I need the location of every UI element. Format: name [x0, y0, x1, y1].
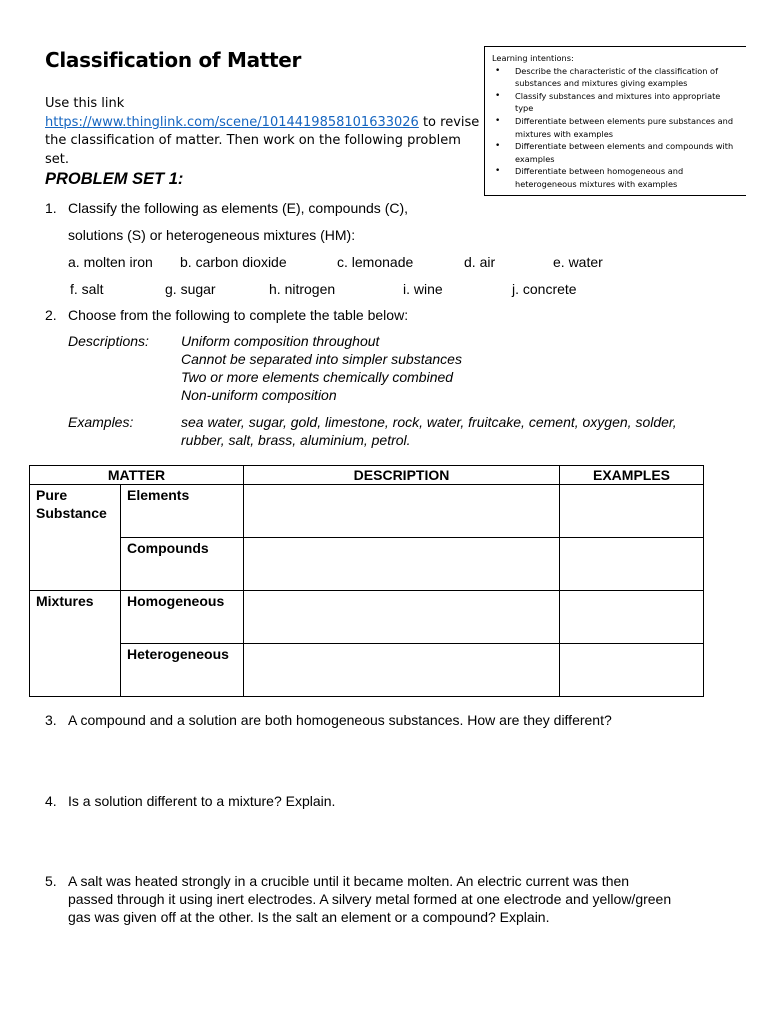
learning-intentions-list — [492, 65, 740, 191]
pure-substance-label: Pure Substance — [30, 485, 121, 591]
descriptions-label: Descriptions: — [68, 333, 149, 349]
homogeneous-examples-cell[interactable] — [560, 591, 704, 644]
compounds-label: Compounds — [121, 538, 244, 591]
heterogeneous-label: Heterogeneous — [121, 644, 244, 697]
page-title: Classification of Matter — [45, 48, 302, 72]
question-number: 3. — [45, 712, 57, 728]
table-row — [30, 538, 704, 591]
intro-line-2 — [45, 114, 485, 133]
learning-intention-item: • Differentiate between elements and compounds with examples — [492, 140, 740, 165]
q1-item: g. sugar — [165, 281, 216, 297]
intro-line-3: the classification of matter. Then work on the following problem set. — [45, 133, 461, 167]
description-item: Uniform composition throughout — [181, 333, 380, 349]
examples-line: rubber, salt, brass, aluminium, petrol. — [181, 432, 411, 448]
problem-set-title: PROBLEM SET 1: — [45, 170, 184, 188]
examples-label: Examples: — [68, 414, 134, 430]
learning-intention-item: • Classify substances and mixtures into appropriate type — [492, 90, 740, 115]
intro-line-1: Use this link — [45, 96, 125, 111]
header-description: DESCRIPTION — [244, 466, 560, 485]
question-3-text: A compound and a solution are both homogeneous substances. How are they different? — [68, 712, 612, 728]
learning-intentions-box — [484, 46, 746, 196]
q1-item: a. molten iron — [68, 254, 153, 270]
question-number: 5. — [45, 873, 57, 889]
learning-intentions-heading: Learning intentions: — [492, 53, 574, 63]
matter-table — [29, 465, 704, 697]
learning-intention-item: • Differentiate between elements pure substances and mixtures with examples — [492, 115, 740, 140]
mixtures-label: Mixtures — [30, 591, 121, 697]
thinglink-link[interactable]: https://www.thinglink.com/scene/1014419858101633026 — [45, 114, 419, 130]
q1-item: f. salt — [70, 281, 104, 297]
elements-label: Elements — [121, 485, 244, 538]
intro-text — [45, 95, 485, 169]
table-row — [30, 485, 704, 538]
compounds-examples-cell[interactable] — [560, 538, 704, 591]
question-5-line: gas was given off at the other. Is the salt an element or a compound? Explain. — [68, 909, 550, 925]
elements-description-cell[interactable] — [244, 485, 560, 538]
description-item: Non-uniform composition — [181, 387, 337, 403]
learning-intention-item: • Describe the characteristic of the classification of substances and mixtures giving examples — [492, 65, 740, 90]
question-5-line: passed through it using inert electrodes. A silvery metal formed at one electrode and yellow/green — [68, 891, 672, 907]
question-1-line-1: Classify the following as elements (E), compounds (C), — [68, 200, 409, 216]
question-5-line: A salt was heated strongly in a crucible until it became molten. An electric current was then — [68, 873, 630, 889]
q1-item: h. nitrogen — [269, 281, 336, 297]
description-item: Cannot be separated into simpler substances — [181, 351, 462, 367]
description-item: Two or more elements chemically combined — [181, 369, 454, 385]
header-examples: EXAMPLES — [560, 466, 704, 485]
compounds-description-cell[interactable] — [244, 538, 560, 591]
homogeneous-label: Homogeneous — [121, 591, 244, 644]
q1-item: e. water — [553, 254, 603, 270]
table-row — [30, 591, 704, 644]
question-2-text: Choose from the following to complete the table below: — [68, 307, 409, 323]
heterogeneous-examples-cell[interactable] — [560, 644, 704, 697]
question-number: 4. — [45, 793, 57, 809]
heterogeneous-description-cell[interactable] — [244, 644, 560, 697]
q1-item: d. air — [464, 254, 496, 270]
q1-item: c. lemonade — [337, 254, 414, 270]
q1-item: j. concrete — [512, 281, 577, 297]
table-row — [30, 644, 704, 697]
q1-item: b. carbon dioxide — [180, 254, 287, 270]
question-number: 2. — [45, 307, 57, 323]
examples-line: sea water, sugar, gold, limestone, rock, water, fruitcake, cement, oxygen, solder, — [181, 414, 677, 430]
elements-examples-cell[interactable] — [560, 485, 704, 538]
homogeneous-description-cell[interactable] — [244, 591, 560, 644]
q1-item: i. wine — [403, 281, 443, 297]
table-header-row — [30, 466, 704, 485]
question-1-line-2: solutions (S) or heterogeneous mixtures (HM): — [68, 227, 356, 243]
header-matter: MATTER — [30, 466, 244, 485]
question-4-text: Is a solution different to a mixture? Explain. — [68, 793, 336, 809]
question-number: 1. — [45, 200, 57, 216]
learning-intention-item: • Differentiate between homogeneous and heterogeneous mixtures with examples — [492, 165, 740, 190]
intro-after-link: to revise — [418, 114, 480, 130]
